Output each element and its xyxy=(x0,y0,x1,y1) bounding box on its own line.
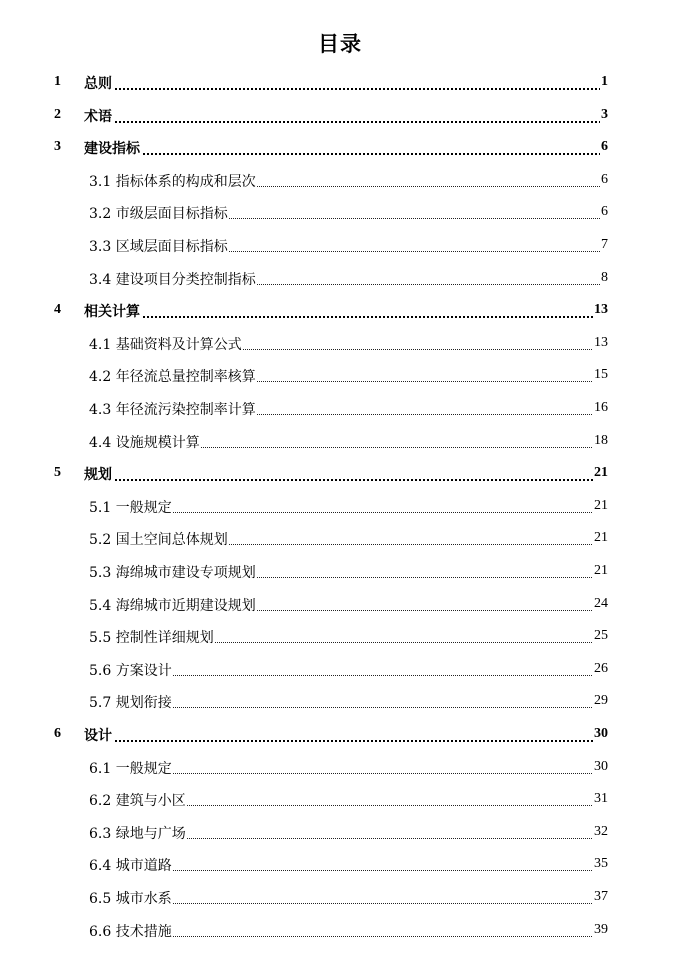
toc-section-entry[interactable] xyxy=(0,685,680,717)
toc-chapter-number: 3 xyxy=(54,139,61,155)
toc-dot-leader xyxy=(84,88,608,90)
toc-section-entry[interactable] xyxy=(0,588,680,620)
toc-entry-label: 4.2 年径流总量控制率核算 xyxy=(89,366,257,386)
toc-page-number: 1 xyxy=(601,74,608,89)
toc-entry-label: 3.2 市级层面目标指标 xyxy=(89,203,229,223)
toc-page-number: 37 xyxy=(594,889,608,904)
toc-section-entry[interactable] xyxy=(0,327,680,359)
toc-section-entry[interactable] xyxy=(0,359,680,391)
toc-page-number: 25 xyxy=(594,628,608,644)
toc-section-entry[interactable] xyxy=(0,164,680,196)
toc-section-entry[interactable] xyxy=(0,229,680,261)
toc-chapter-entry[interactable] xyxy=(0,99,680,131)
toc-section-entry[interactable] xyxy=(0,783,680,815)
toc-section-entry[interactable] xyxy=(0,392,680,424)
toc-entry-label: 5.4 海绵城市近期建设规划 xyxy=(89,595,257,615)
toc-entry-label: 设计 xyxy=(84,725,113,745)
toc-dot-leader xyxy=(84,121,608,123)
toc-entry-label: 术语 xyxy=(84,106,113,126)
toc-entry-label: 6.5 城市水系 xyxy=(89,888,173,908)
toc-page-number: 29 xyxy=(594,693,608,709)
toc-section-entry[interactable] xyxy=(0,881,680,913)
toc-section-entry[interactable] xyxy=(0,425,680,457)
toc-page-number: 13 xyxy=(594,302,608,318)
toc-page-number: 21 xyxy=(594,497,608,513)
toc-dot-leader xyxy=(84,153,608,155)
toc-entry-label: 4.3 年径流污染控制率计算 xyxy=(89,399,257,419)
toc-page-number: 6 xyxy=(601,171,608,187)
toc-page-number: 6 xyxy=(601,204,608,220)
toc-chapter-entry[interactable] xyxy=(0,718,680,750)
toc-entry-label: 4.4 设施规模计算 xyxy=(89,432,201,452)
toc-title: 目录 xyxy=(318,32,362,56)
toc-entry-label: 6.4 城市道路 xyxy=(89,855,173,875)
toc-chapter-entry[interactable] xyxy=(0,131,680,163)
toc-dot-leader xyxy=(84,740,608,742)
toc-page-number: 3 xyxy=(601,106,608,122)
toc-section-entry[interactable] xyxy=(0,522,680,554)
toc-chapter-number: 6 xyxy=(54,726,61,741)
toc-page-number: 13 xyxy=(594,334,608,350)
toc-entry-label: 3.1 指标体系的构成和层次 xyxy=(89,171,257,191)
toc-section-entry[interactable] xyxy=(0,751,680,783)
toc-chapter-number: 5 xyxy=(54,465,61,481)
toc-page-number: 30 xyxy=(594,758,608,774)
toc-page-number: 31 xyxy=(594,791,608,807)
toc-page-number: 24 xyxy=(594,595,608,611)
toc-section-entry[interactable] xyxy=(0,555,680,587)
toc-entry-label: 4.1 基础资料及计算公式 xyxy=(89,334,243,354)
toc-page-number: 35 xyxy=(594,856,608,872)
toc-chapter-number: 4 xyxy=(54,302,61,318)
toc-dot-leader xyxy=(84,479,608,481)
toc-page-number: 6 xyxy=(601,139,608,155)
toc-page-number: 39 xyxy=(594,921,608,937)
toc-entry-label: 3.3 区域层面目标指标 xyxy=(89,236,229,256)
toc-entry-label: 规划 xyxy=(84,464,113,484)
toc-page-number: 7 xyxy=(601,237,608,252)
toc-entry-label: 总则 xyxy=(84,73,113,93)
toc-entry-label: 6.3 绿地与广场 xyxy=(89,823,187,843)
toc-entry-label: 5.7 规划衔接 xyxy=(89,692,173,712)
toc-chapter-number: 2 xyxy=(54,106,61,122)
toc-entry-label: 5.3 海绵城市建设专项规划 xyxy=(89,562,257,582)
toc-chapter-number: 1 xyxy=(54,74,61,89)
toc-page-number: 16 xyxy=(594,400,608,415)
toc-section-entry[interactable] xyxy=(0,490,680,522)
toc-section-entry[interactable] xyxy=(0,620,680,652)
toc-section-entry[interactable] xyxy=(0,848,680,880)
toc-entry-label: 6.6 技术措施 xyxy=(89,921,173,941)
toc-page-number: 8 xyxy=(601,269,608,285)
toc-section-entry[interactable] xyxy=(0,816,680,848)
toc-entry-label: 3.4 建设项目分类控制指标 xyxy=(89,269,257,289)
toc-page-number: 15 xyxy=(594,367,608,383)
toc-page-number: 32 xyxy=(594,823,608,839)
toc-entry-label: 6.1 一般规定 xyxy=(89,758,173,778)
toc-section-entry[interactable] xyxy=(0,262,680,294)
toc-page-number: 21 xyxy=(594,563,608,578)
toc-page-number: 18 xyxy=(594,432,608,448)
toc-section-entry[interactable] xyxy=(0,196,680,228)
toc-entry-label: 建设指标 xyxy=(84,138,141,158)
toc-entry-label: 5.6 方案设计 xyxy=(89,660,173,680)
toc-page-number: 21 xyxy=(594,530,608,546)
toc-page-number: 21 xyxy=(594,465,608,481)
toc-entry-label: 5.5 控制性详细规划 xyxy=(89,627,215,647)
toc-page-number: 26 xyxy=(594,660,608,676)
toc-entry-label: 5.2 国土空间总体规划 xyxy=(89,529,229,549)
toc-chapter-entry[interactable] xyxy=(0,457,680,489)
toc-entry-label: 5.1 一般规定 xyxy=(89,497,173,517)
toc-page-number: 30 xyxy=(594,726,608,741)
toc-dot-leader xyxy=(84,316,608,318)
toc-chapter-entry[interactable] xyxy=(0,294,680,326)
toc-entry-label: 6.2 建筑与小区 xyxy=(89,790,187,810)
toc-section-entry[interactable] xyxy=(0,914,680,946)
toc-chapter-entry[interactable] xyxy=(0,66,680,98)
toc-section-entry[interactable] xyxy=(0,653,680,685)
toc-entry-label: 相关计算 xyxy=(84,301,141,321)
